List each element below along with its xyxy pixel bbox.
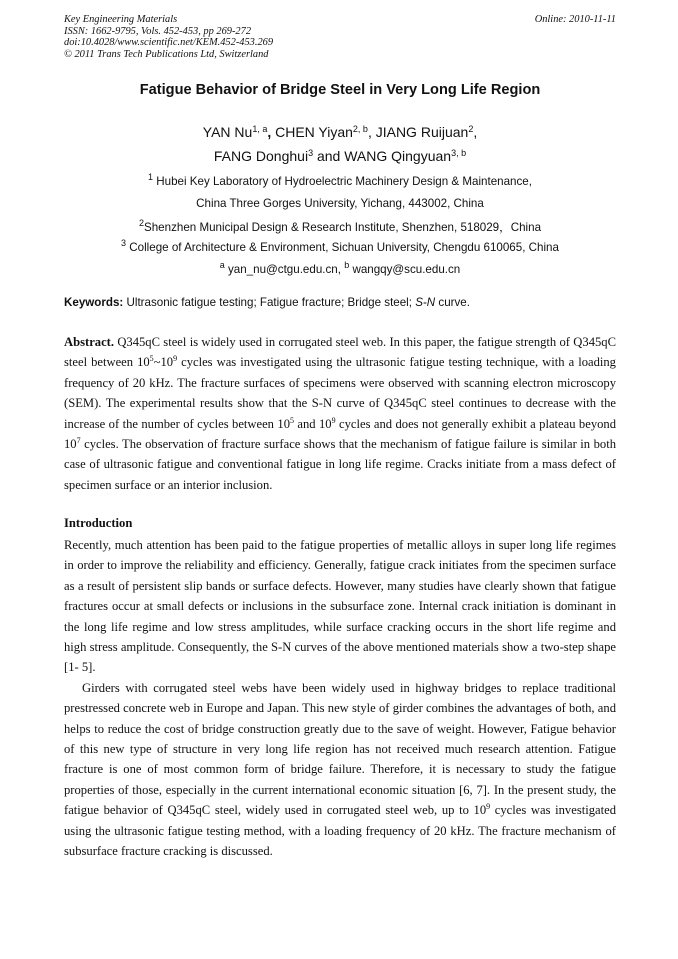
exponent: 9 bbox=[173, 354, 178, 364]
author-conjunction: and bbox=[313, 148, 345, 164]
affiliation-text: Hubei Key Laboratory of Hydroelectric Machinery Design & Maintenance, bbox=[153, 175, 532, 188]
abstract-text: cycles. The observation of fracture surface shows that the mechanism of fatigue failure is similar in both case of ultrasonic fatigue and conventional fatigue in long life regime. Cracks initiate from a mass defect of specimen surface or an interior inclusion. bbox=[64, 437, 616, 492]
running-header bbox=[64, 14, 616, 60]
paragraph-text: Girders with corrugated steel webs have been widely used in highway bridges to replace traditional prestressed concrete web in Europe and Japan. This new style of girder combines the advantages of both, and helps to reduce the cost of bridge construction greatly due to the save of weight. However, Fatigue behavior of this new type of structure in very long life region has not received much research attention. Fatigue fracture is one of most common form of bridge failure. Therefore, it is necessary to study the fatigue properties of those, especially in the current international economic situation [6, 7]. In the present study, the fatigue behavior of Q345qC steel, widely used in corrugated steel web, up to 10 bbox=[64, 680, 616, 818]
affiliation-mark: 1 bbox=[148, 172, 154, 182]
author-separator: , bbox=[473, 124, 478, 140]
abstract-text: cycles was investigated using the ultrasonic fatigue testing technique, with a loading frequency of 20 kHz. The fracture surfaces of specimens were observed with scanning electron microscopy (SEM). The experimental results show that the S-N curve of Q345qC steel continues to decrease with the increase of the number of cycles between 10 bbox=[64, 355, 616, 431]
author-name: WANG Qingyuan bbox=[344, 148, 452, 164]
journal-name: Key Engineering Materials bbox=[64, 14, 178, 25]
exponent: 5 bbox=[149, 354, 154, 364]
online-date: Online: 2010-11-11 bbox=[534, 14, 616, 25]
abstract-label: Abstract. bbox=[64, 335, 115, 349]
email-mark: a bbox=[219, 260, 225, 270]
email-a: yan_nu@ctgu.edu.cn, bbox=[224, 263, 341, 276]
author-name: FANG Donghui bbox=[213, 148, 309, 164]
paragraph-text: cycles was investigated using the ultrasonic fatigue testing method, with a loading frequency of 20 kHz. The fracture mechanism of subsurface fracture cracking is discussed. bbox=[64, 803, 616, 859]
abstract-text: and 10 bbox=[294, 416, 332, 431]
author-line-2 bbox=[64, 148, 616, 164]
author-name: JIANG Ruijuan bbox=[371, 124, 469, 140]
author-name: CHEN Yiyan bbox=[271, 124, 353, 140]
abstract-text: Q345qC steel is widely used in corrugated steel web. In this paper, the fatigue strength of Q345qC steel between 10 bbox=[64, 335, 616, 370]
doi-line: doi:10.4028/www.scientific.net/KEM.452-453.269 bbox=[64, 37, 274, 48]
keywords-tail: curve. bbox=[435, 296, 470, 309]
exponent: 7 bbox=[76, 436, 81, 446]
abstract-paragraph bbox=[64, 332, 616, 495]
keywords-label: Keywords: bbox=[64, 296, 124, 309]
keywords-line bbox=[64, 296, 616, 309]
author-affiliation-mark: 1, a bbox=[252, 124, 268, 134]
introduction-body bbox=[64, 535, 616, 862]
affiliation-mark: 2 bbox=[138, 218, 144, 228]
email-line bbox=[64, 260, 616, 276]
author-affiliation-mark: 3 bbox=[308, 148, 314, 158]
keywords-sn: S-N bbox=[415, 296, 436, 309]
affiliation-3 bbox=[64, 238, 616, 254]
affiliation-2 bbox=[64, 219, 616, 235]
introduction-paragraph-2 bbox=[64, 678, 616, 862]
author-line-1 bbox=[64, 124, 616, 140]
exponent: 9 bbox=[486, 802, 491, 812]
keywords-text: Ultrasonic fatigue testing; Fatigue fracture; Bridge steel; bbox=[123, 296, 416, 309]
author-name: YAN Nu bbox=[202, 124, 253, 140]
author-affiliation-mark: 2 bbox=[468, 124, 474, 134]
email-mark: b bbox=[344, 260, 350, 270]
copyright-line: © 2011 Trans Tech Publications Ltd, Switzerland bbox=[64, 48, 269, 60]
affiliation-text: Shenzhen Municipal Design & Research Institute, Shenzhen, 518029，China bbox=[144, 221, 542, 234]
author-affiliation-mark: 2, b bbox=[352, 124, 368, 134]
abstract-text: ~10 bbox=[153, 355, 174, 370]
affiliation-text: College of Architecture & Environment, Sichuan University, Chengdu 610065, China bbox=[126, 241, 559, 254]
introduction-paragraph-1: Recently, much attention has been paid to the fatigue properties of metallic alloys in super long life regimes in order to improve the reliability and efficiency. Generally, fatigue crack initiates from the specimen surface as a result of persistent slip bands or surface defects. However, many studies have clearly shown that fatigue fractures occur at small defects or inclusions in the subsurface zone. Internal crack initiation is dominant in the long life regime and low stress amplitudes, while surface cracking occurs in the short life regime and high stress amplitude. Consequently, the S-N curves of the above mentioned materials show a two-step shape [1- 5]. bbox=[64, 538, 616, 675]
affiliation-1-line-2: China Three Gorges University, Yichang, 443002, China bbox=[196, 197, 484, 210]
author-affiliation-mark: 3, b bbox=[451, 148, 467, 158]
paper-title: Fatigue Behavior of Bridge Steel in Very Long Life Region bbox=[139, 82, 541, 98]
exponent: 9 bbox=[331, 415, 336, 425]
author-separator: , bbox=[267, 124, 272, 140]
author-separator: , bbox=[367, 124, 372, 140]
affiliation-mark: 3 bbox=[121, 238, 127, 248]
issn-line: ISSN: 1662-9795, Vols. 452-453, pp 269-272 bbox=[64, 25, 252, 37]
affiliation-1-line-1 bbox=[64, 172, 616, 188]
exponent: 5 bbox=[290, 415, 294, 425]
abstract-text: cycles and does not generally exhibit a plateau beyond 10 bbox=[64, 416, 617, 452]
introduction-heading: Introduction bbox=[64, 516, 133, 530]
email-b: wangqy@scu.edu.cn bbox=[349, 263, 461, 276]
